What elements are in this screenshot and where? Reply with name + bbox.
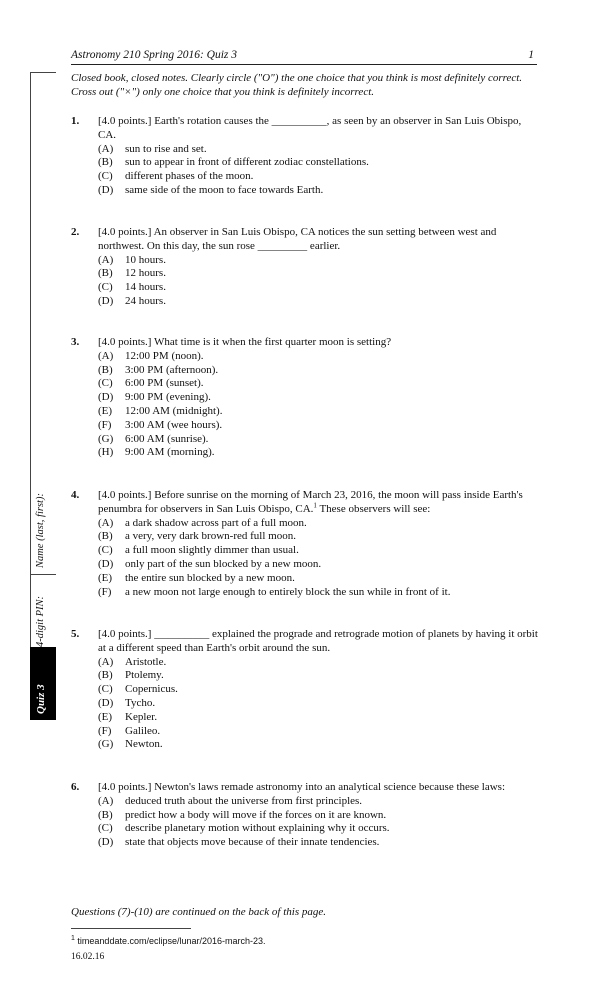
- footnote: [71, 936, 266, 946]
- option-letter: (F): [98, 418, 112, 431]
- answer-option[interactable]: [98, 795, 541, 809]
- question-text: [4.0 points.] Earth's rotation causes the __________, as seen by an observer in San Luis Obispo, CA.: [98, 115, 522, 141]
- option-letter: (C): [98, 683, 113, 696]
- answer-option[interactable]: [98, 572, 541, 586]
- option-letter: (B): [98, 363, 113, 376]
- question-number: 2.: [71, 226, 80, 238]
- option-text: a very, very dark brown-red full moon.: [125, 530, 296, 543]
- question-number: 6.: [71, 781, 80, 793]
- sidebar-rule: [30, 72, 31, 720]
- question-number: 3.: [71, 336, 80, 348]
- question-text: [4.0 points.] Newton's laws remade astronomy into an analytical science because these laws:: [98, 781, 506, 793]
- answer-option[interactable]: [98, 377, 541, 391]
- option-letter: (C): [98, 170, 113, 183]
- option-text: a dark shadow across part of a full moon.: [125, 516, 307, 529]
- page-title: Astronomy 210 Spring 2016: Quiz 3: [71, 49, 238, 61]
- sidebar-top-rule: [30, 72, 56, 73]
- question-text-tail: These observers will see:: [316, 502, 431, 515]
- answer-option[interactable]: [98, 143, 541, 157]
- pin-field-label: 4-digit PIN:: [35, 595, 46, 647]
- option-letter: (B): [98, 156, 113, 169]
- option-letter: (B): [98, 267, 113, 280]
- date-code: 16.02.16: [71, 952, 105, 962]
- answer-option[interactable]: [98, 738, 541, 752]
- answer-option[interactable]: [98, 586, 541, 600]
- page-header: [71, 48, 537, 65]
- page-number: 1: [528, 49, 534, 61]
- footnote-rule: [71, 928, 191, 929]
- question-6: [71, 781, 541, 850]
- option-text: 12 hours.: [125, 267, 166, 280]
- answer-option[interactable]: [98, 711, 541, 725]
- option-text: sun to appear in front of different zodiac constellations.: [125, 156, 369, 169]
- option-letter: (A): [98, 655, 114, 668]
- footnote-mark: 1: [71, 935, 75, 942]
- question-3: [71, 336, 541, 460]
- answer-option[interactable]: [98, 170, 541, 184]
- option-text: Ptolemy.: [125, 669, 164, 682]
- option-text: 12:00 PM (noon).: [125, 349, 204, 362]
- option-letter: (G): [98, 738, 114, 751]
- question-number: 1.: [71, 115, 80, 127]
- option-letter: (A): [98, 253, 114, 266]
- answer-option[interactable]: [98, 558, 541, 572]
- answer-option[interactable]: [98, 517, 541, 531]
- option-text: 9:00 AM (morning).: [125, 446, 215, 459]
- option-letter: (D): [98, 696, 114, 709]
- option-letter: (B): [98, 669, 113, 682]
- question-2: [71, 226, 541, 309]
- option-text: a new moon not large enough to entirely block the sun while in front of it.: [125, 585, 451, 598]
- option-letter: (D): [98, 557, 114, 570]
- question-5: [71, 628, 541, 752]
- sidebar-separator: [30, 574, 56, 575]
- option-letter: (A): [98, 794, 114, 807]
- option-letter: (C): [98, 544, 113, 557]
- option-letter: (H): [98, 446, 114, 459]
- option-text: Kepler.: [125, 710, 158, 723]
- option-letter: (C): [98, 822, 113, 835]
- option-letter: (A): [98, 349, 114, 362]
- option-letter: (E): [98, 571, 113, 584]
- option-letter: (C): [98, 377, 113, 390]
- option-text: 14 hours.: [125, 281, 166, 294]
- instructions: Closed book, closed notes. Clearly circle ("O") the one choice that you think is most definitely correct. Cross out ("×") only one choice that you think is definitely incorrect.: [71, 72, 523, 98]
- quiz-badge-label: Quiz 3: [35, 684, 47, 714]
- option-text: 10 hours.: [125, 253, 166, 266]
- answer-option[interactable]: [98, 809, 541, 823]
- answer-option[interactable]: [98, 530, 541, 544]
- option-text: 6:00 AM (sunrise).: [125, 432, 209, 445]
- option-text: 9:00 PM (evening).: [125, 391, 211, 404]
- option-text: a full moon slightly dimmer than usual.: [125, 544, 299, 557]
- option-text: only part of the sun blocked by a new moon.: [125, 557, 322, 570]
- answer-option[interactable]: [98, 433, 541, 447]
- option-letter: (E): [98, 710, 113, 723]
- answer-option[interactable]: [98, 350, 541, 364]
- answer-option[interactable]: [98, 836, 541, 850]
- option-letter: (B): [98, 530, 113, 543]
- option-text: Tycho.: [125, 696, 156, 709]
- answer-option[interactable]: [98, 405, 541, 419]
- option-text: same side of the moon to face towards Earth.: [125, 183, 324, 196]
- option-text: 3:00 AM (wee hours).: [125, 418, 223, 431]
- name-field-label: Name (last, first):: [35, 493, 46, 568]
- option-text: Galileo.: [125, 724, 161, 737]
- footnote-marker: 1: [313, 501, 317, 510]
- answer-option[interactable]: [98, 281, 541, 295]
- option-letter: (F): [98, 724, 112, 737]
- option-letter: (D): [98, 183, 114, 196]
- answer-option[interactable]: [98, 725, 541, 739]
- question-text: [4.0 points.] What time is it when the first quarter moon is setting?: [98, 336, 392, 348]
- option-text: 24 hours.: [125, 294, 166, 307]
- option-text: state that objects move because of their innate tendencies.: [125, 836, 380, 849]
- option-text: different phases of the moon.: [125, 170, 254, 183]
- answer-option[interactable]: [98, 391, 541, 405]
- option-letter: (A): [98, 516, 114, 529]
- question-text-main: [4.0 points.] Before sunrise on the morning of March 23, 2016, the moon will pass inside Earth's penumbra for observers in San Luis Obispo, CA.: [98, 489, 523, 515]
- option-letter: (C): [98, 281, 113, 294]
- option-text: deduced truth about the universe from first principles.: [125, 794, 363, 807]
- question-number: 4.: [71, 489, 80, 501]
- option-letter: (B): [98, 808, 113, 821]
- option-letter: (G): [98, 432, 114, 445]
- question-1: [71, 115, 541, 198]
- answer-option[interactable]: [98, 267, 541, 281]
- option-letter: (D): [98, 836, 114, 849]
- question-text: [4.0 points.] __________ explained the prograde and retrograde motion of planets by having it orbit at a different speed than Earth's orbit around the sun.: [98, 628, 538, 654]
- option-letter: (A): [98, 142, 114, 155]
- question-text: [4.0 points.] An observer in San Luis Obispo, CA notices the sun setting between west and northwest. On this day, the sun rose _________ earlier.: [98, 226, 497, 252]
- answer-option[interactable]: [98, 184, 541, 198]
- answer-option[interactable]: [98, 656, 541, 670]
- answer-option[interactable]: [98, 544, 541, 558]
- footnote-text: timeanddate.com/eclipse/lunar/2016-march-23.: [77, 936, 266, 946]
- answer-option[interactable]: [98, 669, 541, 683]
- answer-option[interactable]: [98, 419, 541, 433]
- answer-option[interactable]: [98, 254, 541, 268]
- question-text: [98, 489, 541, 517]
- option-text: sun to rise and set.: [125, 142, 207, 155]
- continued-note: Questions (7)-(10) are continued on the back of this page.: [71, 906, 326, 918]
- option-text: Copernicus.: [125, 683, 178, 696]
- option-text: Aristotle.: [125, 655, 167, 668]
- option-text: the entire sun blocked by a new moon.: [125, 571, 295, 584]
- answer-option[interactable]: [98, 446, 541, 460]
- option-text: Newton.: [125, 738, 163, 751]
- option-text: 6:00 PM (sunset).: [125, 377, 204, 390]
- answer-option[interactable]: [98, 822, 541, 836]
- option-letter: (F): [98, 585, 112, 598]
- option-text: predict how a body will move if the forces on it are known.: [125, 808, 387, 821]
- option-text: 12:00 AM (midnight).: [125, 404, 223, 417]
- answer-option[interactable]: [98, 683, 541, 697]
- answer-option[interactable]: [98, 295, 541, 309]
- answer-option[interactable]: [98, 364, 541, 378]
- option-letter: (D): [98, 391, 114, 404]
- question-4: [71, 489, 541, 599]
- answer-option[interactable]: [98, 156, 541, 170]
- option-text: describe planetary motion without explaining why it occurs.: [125, 822, 390, 835]
- option-letter: (D): [98, 294, 114, 307]
- question-number: 5.: [71, 628, 80, 640]
- option-text: 3:00 PM (afternoon).: [125, 363, 219, 376]
- option-letter: (E): [98, 404, 113, 417]
- answer-option[interactable]: [98, 697, 541, 711]
